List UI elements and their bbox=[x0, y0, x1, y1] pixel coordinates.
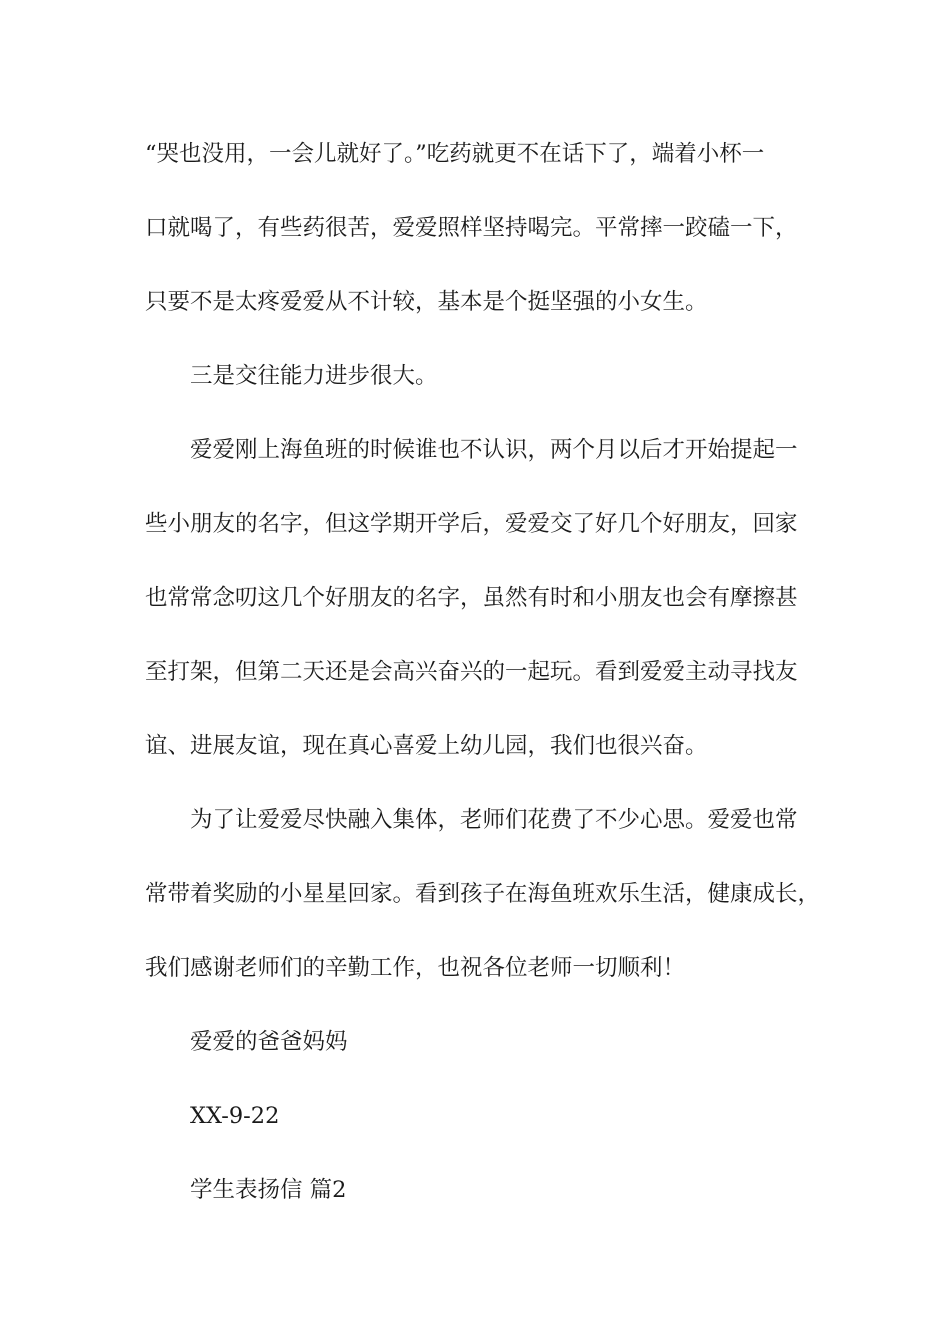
body-text-line: 只要不是太疼爱爱从不计较，基本是个挺坚强的小女生。 bbox=[145, 289, 708, 315]
body-text-line: 我们感谢老师们的辛勤工作，也祝各位老师一切顺利！ bbox=[145, 955, 686, 981]
body-text-line: 常带着奖励的小星星回家。看到孩子在海鱼班欢乐生活，健康成长， bbox=[145, 881, 821, 907]
signature: 爱爱的爸爸妈妈 bbox=[190, 1029, 348, 1055]
section-title: 学生表扬信 篇2 bbox=[190, 1177, 347, 1203]
date: XX-9-22 bbox=[190, 1103, 280, 1129]
body-text-line: 也常常念叨这几个好朋友的名字，虽然有时和小朋友也会有摩擦甚 bbox=[145, 585, 798, 611]
body-text-line: 至打架，但第二天还是会高兴奋兴的一起玩。看到爱爱主动寻找友 bbox=[145, 659, 798, 685]
body-text-line: 谊、进展友谊，现在真心喜爱上幼儿园，我们也很兴奋。 bbox=[145, 733, 708, 759]
body-text-line: 爱爱刚上海鱼班的时候谁也不认识，两个月以后才开始提起一 bbox=[190, 437, 798, 463]
body-text-line: 为了让爱爱尽快融入集体，老师们花费了不少心思。爱爱也常 bbox=[190, 807, 798, 833]
body-text-line: 些小朋友的名字，但这学期开学后，爱爱交了好几个好朋友，回家 bbox=[145, 511, 798, 537]
section-heading: 三是交往能力进步很大。 bbox=[190, 363, 438, 389]
body-text-line: 口就喝了，有些药很苦，爱爱照样坚持喝完。平常摔一跤磕一下， bbox=[145, 215, 798, 241]
body-text-line: “哭也没用，一会儿就好了。”吃药就更不在话下了，端着小杯一 bbox=[145, 141, 765, 167]
